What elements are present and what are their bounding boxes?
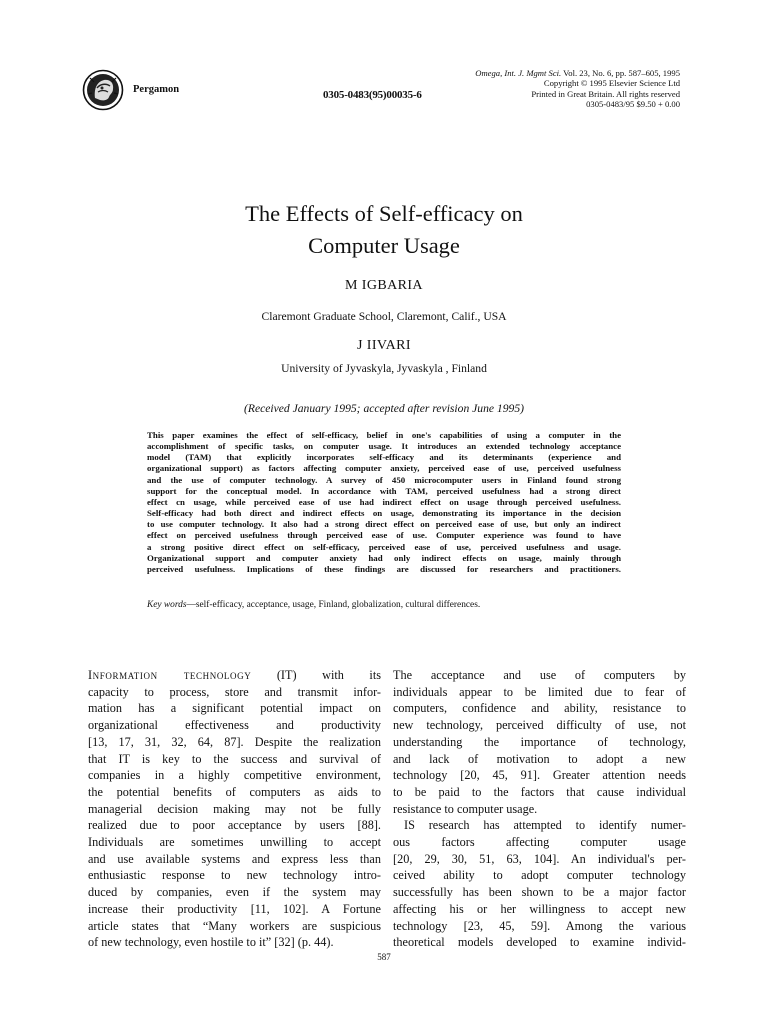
keywords-label: Key words (147, 600, 187, 610)
price-code: 0305-0483/95 $9.50 + 0.00 (586, 99, 680, 110)
publisher-logo (82, 68, 124, 112)
lead-in-rest: (IT) with its (251, 668, 381, 682)
body-line: managerial decision making may not be fully (88, 801, 381, 816)
abstract-line: effect on perceived usefulness through perceived ease of use. Computer experience was found to have (147, 530, 621, 541)
body-line: understanding the importance of technology, (393, 734, 686, 749)
body-line: increase their productivity [11, 102]. A Fortune (88, 901, 381, 916)
body-line: computers, confidence and ability, resistance to (393, 701, 686, 716)
body-line: The acceptance and use of computers by (393, 668, 686, 682)
abstract-line: This paper examines the effect of self-efficacy, belief in one's capabilities of using a computer in the (147, 430, 621, 440)
journal-info (380, 68, 680, 110)
received-date: (Received January 1995; accepted after revision June 1995) (244, 402, 524, 415)
doi: 0305-0483(95)00035-6 (323, 89, 422, 101)
body-line: realized due to poor acceptance by users [88]. (88, 818, 381, 833)
journal-volume: Vol. 23, No. 6, pp. 587–605, 1995 (561, 68, 680, 78)
body-line: companies in a highly competitive environment, (88, 768, 381, 783)
body-line: organizational effectiveness and productivity (88, 718, 381, 733)
abstract-line: accomplishment of specific tasks, on computer usage. It introduces an extended technology acceptance (147, 441, 621, 452)
body-column-right (393, 667, 686, 951)
title-line-2: Computer Usage (308, 233, 460, 258)
abstract-line: support for the conceptual model. In accordance with TAM, perceived usefulness had a strong direct (147, 485, 621, 496)
body-line: enthusiastic response to new technology intro- (88, 868, 381, 883)
copyright: Copyright © 1995 Elsevier Science Ltd (543, 78, 680, 89)
abstract-line: organizational support) as factors affecting computer anxiety, perceived ease of use, perceived usefulness (147, 463, 621, 474)
body-line: the potential benefits of computers as aids to (88, 784, 381, 799)
page-number: 587 (377, 952, 391, 962)
body-line: and use available systems and express less than (88, 851, 381, 866)
body-line: affecting his or her willingness to accept new (393, 901, 686, 916)
title-line-1: The Effects of Self-efficacy on (245, 201, 523, 226)
affiliation-2: University of Jyvaskyla, Jyvaskyla , Finland (281, 362, 487, 375)
journal-name: Omega, Int. J. Mgmt Sci. (475, 68, 562, 78)
body-line: technology [23, 45, 59]. Among the various (393, 918, 686, 933)
body-line: duced by companies, even if the system may (88, 885, 381, 900)
body-line: ceived ability to adopt computer technology (393, 868, 686, 883)
abstract-line: to use computer technology. It also had a strong direct effect on perceived ease of use, but only an indirect (147, 519, 621, 530)
affiliation-1: Claremont Graduate School, Claremont, Calif., USA (261, 310, 507, 323)
body-line: [13, 17, 31, 32, 64, 87]. Despite the realization (88, 734, 381, 749)
abstract-line: Organizational support and computer anxiety had only indirect effects on usage, mainly through (147, 552, 621, 563)
body-line: resistance to computer usage. (393, 801, 538, 816)
body-column-left (88, 667, 381, 951)
body-line: and lack of motivation to adopt a new (393, 751, 686, 766)
body-line: [20, 29, 30, 51, 63, 104]. An individual's per- (393, 851, 686, 866)
body-line: Individuals are sometimes unwilling to accept (88, 835, 381, 850)
author-2: J IIVARI (357, 338, 411, 353)
abstract-line: model (TAM) that explicitly incorporates self-efficacy and its determinants (experience and (147, 452, 621, 463)
author-1: M IGBARIA (345, 278, 423, 293)
abstract (147, 430, 621, 575)
lead-in-small-caps: Information technology (88, 668, 252, 682)
body-line: IS research has attempted to identify numer- (404, 818, 686, 833)
keywords (147, 600, 621, 610)
abstract-line: Self-efficacy had both direct and indirect effects on usage, demonstrating its importance in the decision (147, 508, 621, 519)
body-line: article states that “Many workers are suspicious (88, 918, 381, 933)
keywords-text: —self-efficacy, acceptance, usage, Finland, globalization, cultural differences. (186, 600, 481, 610)
abstract-line: and the use of computer technology. A survey of 450 microcomputer users in Finland found strong (147, 474, 621, 485)
body-line: theoretical models developed to examine individ- (393, 935, 686, 950)
body-line: to be paid to the factors that cause individual (393, 784, 686, 799)
abstract-line: a strong positive direct effect on self-efficacy, perceived ease of use, perceived usefulness and usage. (147, 541, 621, 552)
publisher-name: Pergamon (133, 84, 180, 95)
body-line: new technology, perceived difficulty of use, not (393, 718, 686, 733)
body-line (88, 667, 381, 684)
body-line: that IT is key to the success and survival of (88, 751, 381, 766)
abstract-line: effect cn usage, while perceived ease of use had indirect effect on usage through perceived usefulness. (147, 496, 621, 507)
body-line: successfully has been shown to be a major factor (393, 885, 686, 900)
printed-notice: Printed in Great Britain. All rights reserved (531, 88, 680, 99)
abstract-line: perceived usefulness. Implications of these findings are discussed for researchers and practitioners. (147, 563, 621, 574)
body-line: ous factors affecting computer usage (393, 835, 686, 850)
paper-title (150, 198, 618, 262)
journal-citation (380, 68, 680, 78)
body-line: technology [20, 45, 91]. Greater attention needs (393, 768, 686, 783)
body-line: individuals appear to be limited due to fear of (393, 684, 686, 699)
body-line: of new technology, even hostile to it” [32] (p. 44). (88, 935, 334, 950)
body-line: capacity to process, store and transmit infor- (88, 684, 381, 699)
body-line: mation has a significant potential impact on (88, 701, 381, 716)
